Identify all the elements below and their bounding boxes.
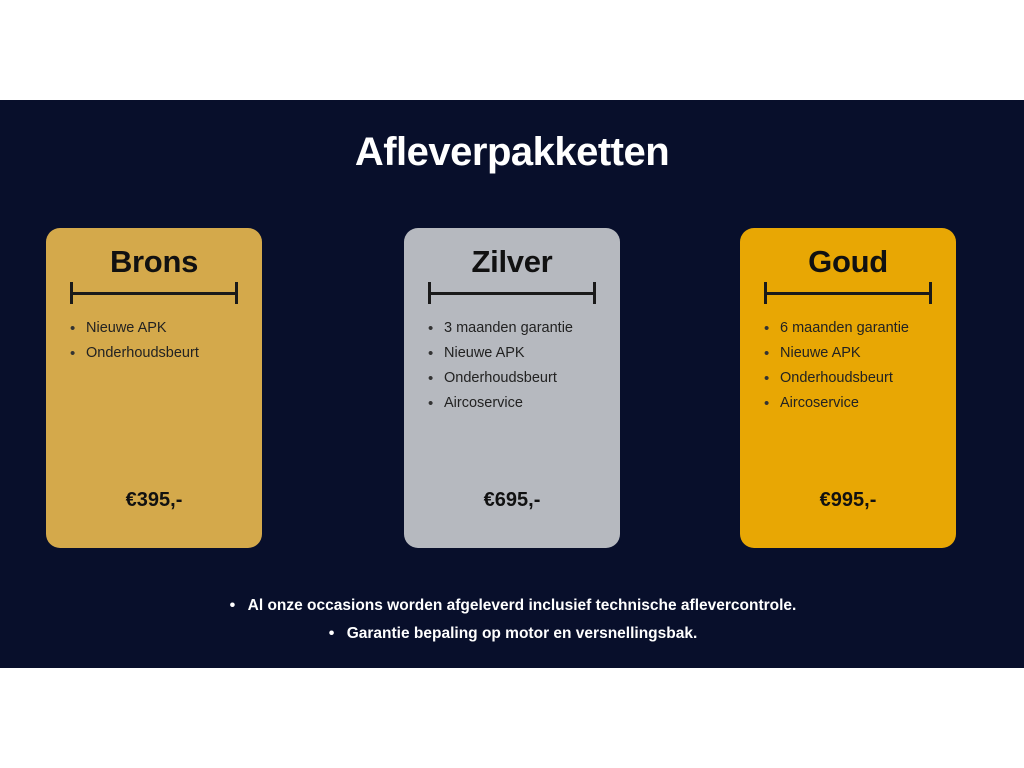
- divider-icon: [428, 282, 596, 304]
- footnote-list: [0, 592, 1024, 648]
- package-price-goud: €995,-: [819, 489, 877, 511]
- list-item: • Nieuwe APK: [762, 341, 952, 366]
- list-item: • Onderhoudsbeurt: [68, 341, 258, 366]
- list-item: • Aircoservice: [426, 391, 616, 416]
- package-feature-list-zilver: [426, 316, 616, 416]
- list-item: • 3 maanden garantie: [426, 316, 616, 341]
- footnote-item: • Garantie bepaling op motor en versnellingsbak.: [327, 620, 698, 648]
- list-item: • Nieuwe APK: [426, 341, 616, 366]
- package-price-brons: €395,-: [125, 489, 183, 511]
- list-item: • Aircoservice: [762, 391, 952, 416]
- list-item: • 6 maanden garantie: [762, 316, 952, 341]
- package-title-goud: Goud: [808, 244, 888, 279]
- divider-icon: [764, 282, 932, 304]
- package-card-goud[interactable]: [740, 228, 956, 548]
- package-card-zilver[interactable]: [404, 228, 620, 548]
- package-card-brons[interactable]: [46, 228, 262, 548]
- divider-icon: [70, 282, 238, 304]
- list-item: • Nieuwe APK: [68, 316, 258, 341]
- package-title-brons: Brons: [109, 244, 199, 279]
- package-feature-list-brons: [68, 316, 258, 366]
- package-price-zilver: €695,-: [483, 489, 541, 511]
- footnote-item: • Al onze occasions worden afgeleverd inclusief technische aflevercontrole.: [228, 592, 797, 620]
- list-item: • Onderhoudsbeurt: [426, 366, 616, 391]
- list-item: • Onderhoudsbeurt: [762, 366, 952, 391]
- page-title: Afleverpakketten: [354, 130, 670, 174]
- package-title-zilver: Zilver: [471, 244, 553, 279]
- package-feature-list-goud: [762, 316, 952, 416]
